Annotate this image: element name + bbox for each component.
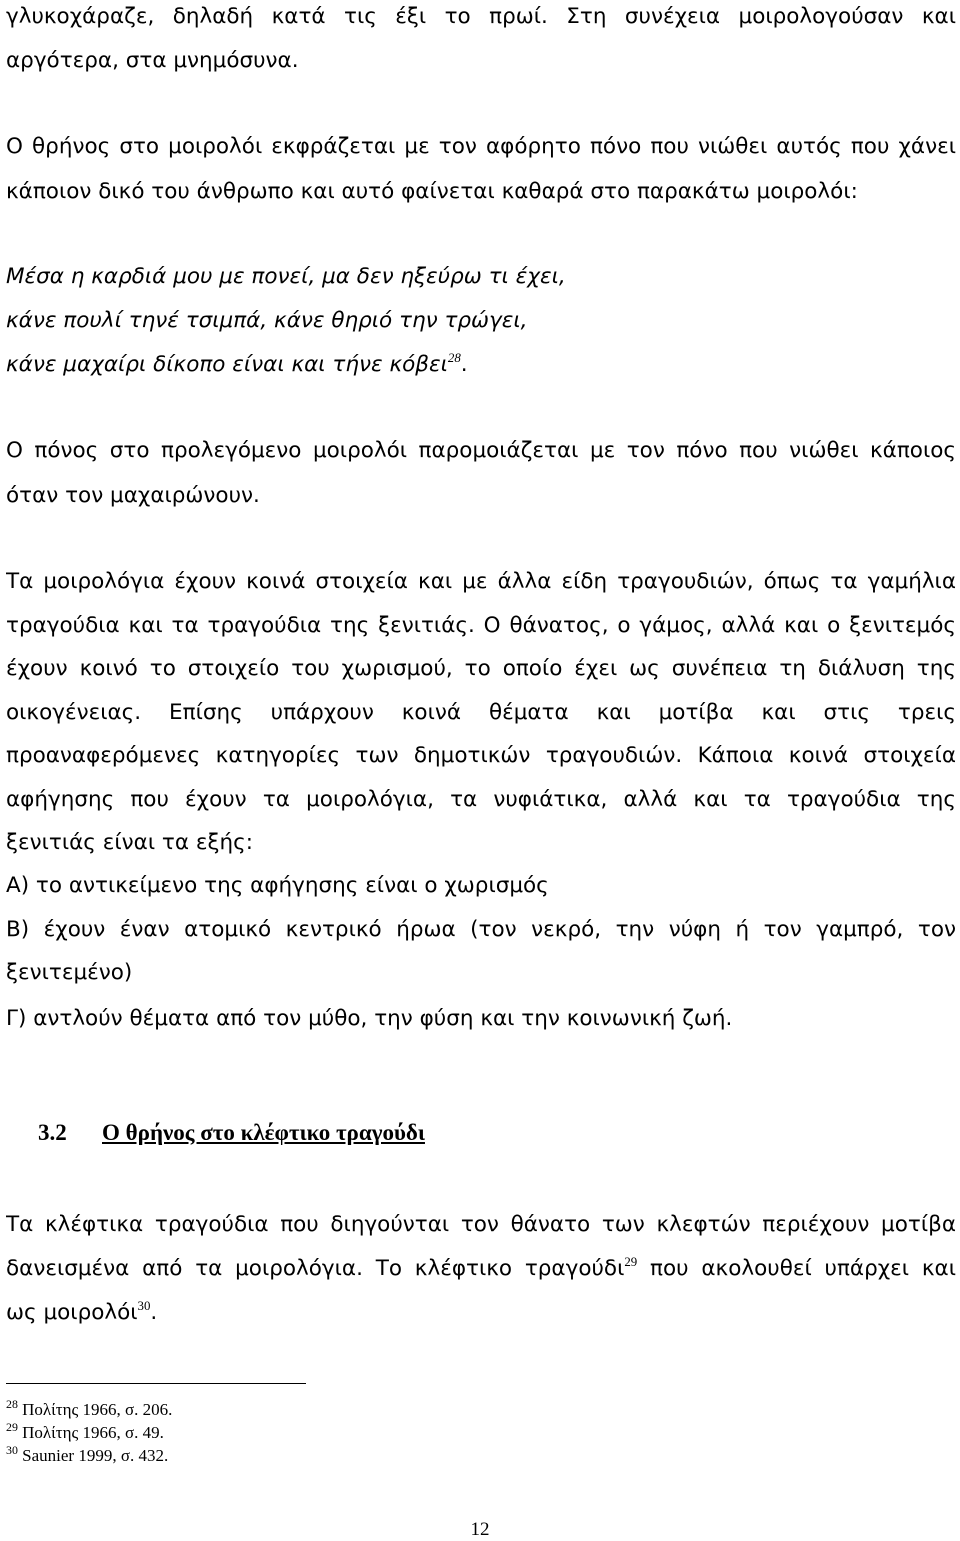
list-item-b: Β) έχουν έναν ατομικό κεντρικό ήρωα (τον νεκρό, την νύφη ή τον γαμπρό, τον (6, 917, 956, 942)
footnote-text: Πολίτης 1966, σ. 49. (22, 1423, 164, 1442)
body-text-line: ξενιτιάς είναι τα εξής: (6, 830, 253, 855)
body-text-line: κάποιον δικό του άνθρωπο και αυτό φαίνεται καθαρά στο παρακάτω μοιρολόι: (6, 179, 858, 204)
footnote (6, 1396, 173, 1421)
list-item-c: Γ) αντλούν θέματα από τον μύθο, την φύση και την κοινωνική ζωή. (6, 1006, 733, 1031)
body-text-segment: που ακολουθεί υπάρχει και (637, 1256, 956, 1281)
body-text-line (6, 1299, 956, 1327)
section-heading (38, 1118, 425, 1148)
page-number: 12 (470, 1519, 490, 1540)
body-text-line: έχουν κοινό το στοιχείο του χωρισμού, το οποίο έχει ως συνέπεια τη διάλυση της (6, 656, 956, 681)
body-text-line: τραγούδια και τα τραγούδια της ξενιτιάς. Ο θάνατος, ο γάμος, αλλά και ο ξενιτεμός (6, 613, 956, 638)
body-text-line: όταν τον μαχαιρώνουν. (6, 483, 260, 508)
body-text-segment: δανεισμένα από τα μοιρολόγια. Το κλέφτικο τραγούδι (6, 1256, 625, 1281)
body-text-line: Ο πόνος στο προλεγόμενο μοιρολόι παρομοιάζεται με τον πόνο που νιώθει κάποιος (6, 438, 956, 463)
body-text-line: αργότερα, στα μνημόσυνα. (6, 48, 299, 73)
list-item-a: Α) το αντικείμενο της αφήγησης είναι ο χωρισμός (6, 873, 549, 898)
list-item-b-continued: ξενιτεμένο) (6, 960, 133, 985)
poem-verse: Μέσα η καρδιά μου με πονεί, μα δεν ηξεύρω τι έχει, (6, 264, 566, 289)
body-text-line: Τα μοιρολόγια έχουν κοινά στοιχεία και με άλλα είδη τραγουδιών, όπως τα γαμήλια (6, 569, 956, 594)
body-text-line: αφήγησης που έχουν τα μοιρολόγια, τα νυφιάτικα, αλλά και τα τραγούδια της (6, 787, 956, 812)
body-text-line: προαναφερόμενες κατηγορίες των δημοτικών τραγουδιών. Κάποια κοινά στοιχεία (6, 743, 956, 768)
footnote-ref-28: 28 (447, 350, 461, 365)
body-text-line: Τα κλέφτικα τραγούδια που διηγούνται τον θάνατο των κλεφτών περιέχουν μοτίβα (6, 1212, 956, 1237)
section-title: Ο θρήνος στο κλέφτικο τραγούδι (102, 1120, 425, 1145)
footnote-number: 30 (6, 1442, 18, 1457)
footnote-separator (6, 1383, 306, 1384)
footnote-ref-30: 30 (137, 1298, 151, 1313)
footnote-text: Πολίτης 1966, σ. 206. (22, 1400, 173, 1419)
footnote-text: Saunier 1999, σ. 432. (22, 1446, 169, 1465)
body-text-line: γλυκοχάραζε, δηλαδή κατά τις έξι το πρωί. Στη συνέχεια μοιρολογούσαν και (6, 4, 956, 29)
body-text-segment: ως μοιρολόι (6, 1300, 138, 1325)
footnote (6, 1419, 164, 1444)
body-text-segment: . (150, 1300, 158, 1325)
footnote-ref-29: 29 (624, 1255, 638, 1269)
footnote-number: 28 (6, 1396, 18, 1411)
section-number: 3.2 (38, 1120, 67, 1145)
poem-verse-end: . (460, 352, 468, 377)
poem-verse: κάνε πουλί τηνέ τσιμπά, κάνε θηριό την τρώγει, (6, 308, 528, 333)
body-text-line (6, 1255, 956, 1283)
poem-verse-text: κάνε μαχαίρι δίκοπο είναι και τήνε κόβει (6, 352, 448, 377)
body-text-line: Ο θρήνος στο μοιρολόι εκφράζεται με τον αφόρητο πόνο που νιώθει αυτός που χάνει (6, 134, 956, 159)
body-text-line: οικογένειας. Επίσης υπάρχουν κοινά θέματα και μοτίβα και στις τρεις (6, 700, 956, 725)
poem-verse (6, 351, 956, 379)
footnote (6, 1442, 169, 1467)
footnote-number: 29 (6, 1419, 18, 1434)
